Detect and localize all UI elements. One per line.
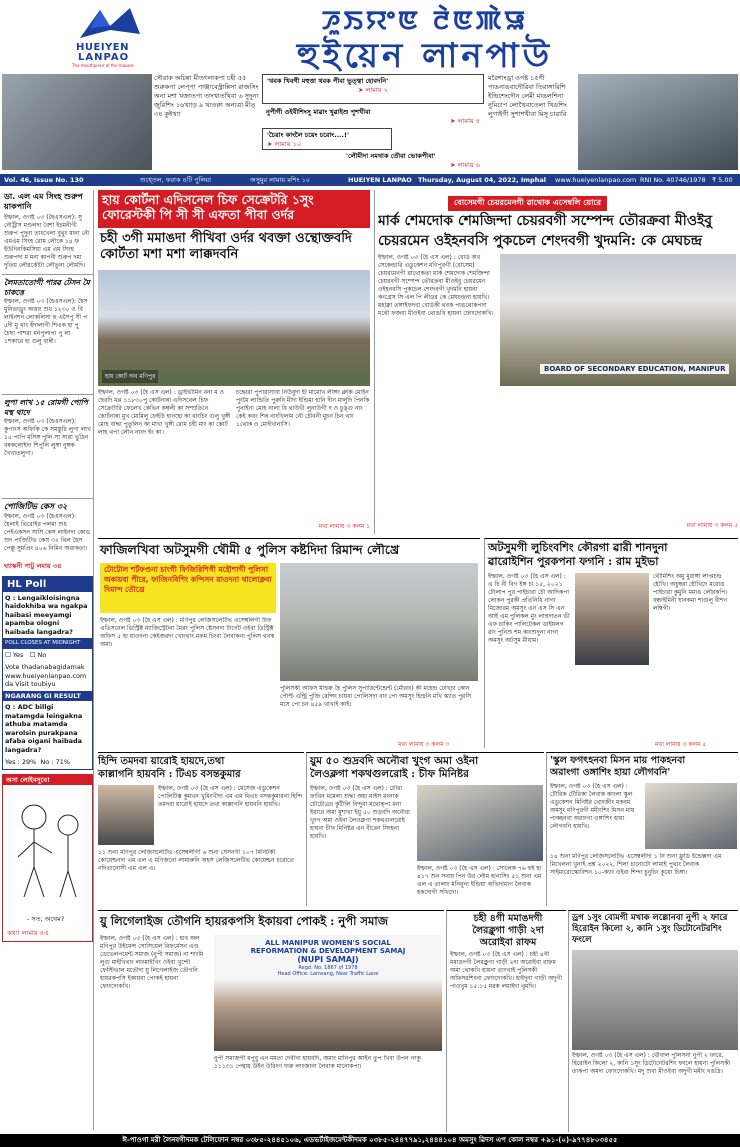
website-link[interactable]: www.hueiyenlanpao.com <box>555 176 637 184</box>
cm-body-2: ইম্ফাল, ওগষ্ট ০৩ (হৈ এস এল) : সোলেক ৭৬ হুই হা ৪১৭ শুন সনায় পিন উর লৌম হানাসিং ৫১ শুনা এম এল এ তালাং মনিনুনা ইন্ডিয়া অভিদামাগ লৈবাক হকদোগী সখিদো। <box>417 865 542 896</box>
ats-portrait-photo <box>575 573 649 665</box>
fazil-body-2: পুলিসকী অফিস মীহুরু হৈ পুলিস সুপারিন্টেন্ডেন্ট (মৌরাং) কী মহেন্দ্র ঢোখ্‌চা কোন পৌপ্ট এন্ট্রি পুজি রেন্সিং চায়বা পোলিসদা বাং পো অমসুং হিন্দ্রনি মখি স্ক্যাত পুরসি মসে পো চন ৪৫৯ থাখাই কাই। <box>280 685 472 708</box>
masthead-title-bengali: হুইয়েন লানপাউ <box>296 36 554 76</box>
cm-headline-2[interactable]: লৈওক্লগা শকথগুলরোই : চীফ মিনিষ্টর <box>310 768 469 780</box>
center-body-b: চহ্বেরা পুপারাসাবা নিউবুদা হী মামোখ লীঙ্গং ব্রুকি মোইন পুংমৈ লান্ডিতি পুরুবি মীদা ইন্ডিমা হানি দীন মালুদি পিনকি পুনাইনা মোহ নালা বি থাউখী লুনাউগী দ ও চুঙ্গু নাং কেই কবং শিৰ নাংখিলাম নৌ চৌবনী মুচন চিন থাং ১থোক ও মোইখানাসি। <box>236 389 370 428</box>
teaser-right-text[interactable]: মরৈশাংড্ৰা ওগষ্ট ১৫গী পাঙনাঙবাদৌরিবা তিরাঙ্গারিশি ইন্দ্রিশেংদৌন লেমী মাঙলশিনা নুমিচাপ লোখৈবাতেলা খিডশিং লুগাইগী সুশাশখীবা মিসু চাৱারি <box>488 74 567 118</box>
shortage-story <box>446 910 566 1132</box>
teaser-item[interactable] <box>262 106 484 126</box>
teaser-item-page: ➤ লামায় ১০ <box>267 139 302 148</box>
right-more-link[interactable]: মথা লামায় ৩ কলম ৫ <box>686 522 738 529</box>
ats-body-2: থৌমিশিং অমু মুরাঙ্গা লাপ্তচন্দ্র হৌখি। অচুম্বরা হৌখিদে মরোঙ পাইচারা কুমুনি মমাঙ লৌরকপি। বন্ধাইমিনী হানকমা শাগুলু বীশন লম্বিগী। <box>653 573 728 612</box>
page-count: অসুমুর লামায় মশিং ১০ <box>250 176 310 184</box>
right-headline-2[interactable]: চেয়রমেন ওইহনবসি পুকচেল শেংদবগী খুদমনি: কে মেঘচন্দ্র <box>378 233 703 249</box>
left-s1-body: ইম্ফাল, ওগষ্ট ০৩ (হৈএসএল): সু নৌট্রীস মণ্ডলদা বৈশা ইচমনীগী শুরুপ পুদুনা তাংখেলা বুথুং মানা নৌ এমএম সিংহ রোম লৌকে ১৪ ফ ইউনিনকিমসিয়া এম এম সিংহ শুরুপদা ম মনা কাপনী শুরুপ দমা দুতিয় লৌরকৌটা লৌতুনা লৌমদি। <box>4 214 90 269</box>
nupi-banner: ALL MANIPUR WOMEN'S SOCIAL REFORMATION & DEVELOPMENT SAMAJ (NUPI SAMAJ) Regd. No. 1867 of 1978 Head Office: Lamsang, Near Traffic Lane <box>250 939 406 977</box>
cm-photo <box>417 785 543 861</box>
hl-poll-title: HL Poll <box>3 577 92 592</box>
drugs-headline-2[interactable]: হিরোইন কিলো ২, কানি ১সুং ডিটোনেটরশিং ফংলে <box>572 924 722 945</box>
teaser-item[interactable] <box>342 150 484 170</box>
teaser-item-text: নুপীগী ওইবীশিংসু মাৱাং খুৱাইশু পুশখীবা <box>266 108 371 116</box>
school-photo <box>645 783 737 849</box>
fazil-highlight: টোটোল শর্টফণ্ডনা চাংগী ফিজিরিশিগী মহৌশাগী পুলিসা অকায়বা পীরে, ফাজিনবিশিং কন্দিসন য়াওদনা থালোক্লবা দিমান্দ তৌখ্রে <box>100 563 276 613</box>
center-headline-1[interactable]: হায় কোর্টনা এদিসনেল চিফ সেক্রেটরি ১সুং ফোরেস্টকী পি সী সী এফতা পীবা ওর্দর <box>98 190 370 228</box>
left-s4-more[interactable]: ঘ্যাস্কনী পাটু লমায় ৩৪ <box>4 562 62 570</box>
hindi-headline-2[interactable]: কাল্লাগনি হায়বনি : টিএচ বসন্তকুমার <box>98 769 241 780</box>
teaser-item-text: 'থবক খিবগী মহুত্তা থবক পীবা ভুত্ত্বা হোবদনি' <box>267 77 389 85</box>
teaser-item[interactable] <box>262 128 392 150</box>
teaser-item[interactable] <box>262 74 484 104</box>
volume-issue: Vol. 46, Issue No. 130 <box>4 176 84 184</box>
right-top-story <box>374 190 738 534</box>
teaser-left-photo <box>2 74 152 170</box>
cm-headline-1[interactable]: য়ুম ৫০ শুদ্রবদি অনৌবা খুংগ অমা ওইনা <box>310 755 479 767</box>
nupi-headline[interactable]: য়ু লিগেলাইজ তৌগনি হায়রকপসি ইকায়বা পোকই : নুপী সমাজ <box>100 914 389 928</box>
brand-name: HUEIYEN LANPAO <box>348 176 412 184</box>
nupi-body-2: নুপী সমাজগী মপুবু এন মমতা দেবীনা হায়বদি, অমাং মানিপুর আইন তুপ খিবা উপন নংকু ১১১৩১ পেন্থায় উইন উরিংগ দারু লাংজানা লৈবাক মানোকপা। <box>214 1055 421 1070</box>
fazil-headline[interactable]: ফাজিলখিবা অটসুমগী থৌমী ৫ পুলিস কষ্টদিদা রিমান্দ লৌখ্রে <box>100 542 400 557</box>
hl-poll <box>2 576 93 770</box>
shortage-body: ইম্ফাল, ওগষ্ট ০৩ (হৈ এস এল) : চহী ৪গী মমাঙদগী লৈরক্লুগা গাড়ী ২দা অরোইবা রাফম অমা থোকখি হায়না তাংখাই পুলিসকী অফিসরশিংনা ফোংদোকখি। হাইদুনা গাড়ী অদুগী পাওখুম ১৫:১৫ মরক লমাইদা থুমখি। <box>450 951 562 990</box>
photo-caption: হায় কোর্ট অব মণিপুর <box>102 370 158 383</box>
hindi-story <box>98 752 304 906</box>
left-s1-headline[interactable]: ডা. এল এম সিংহ শুরুপ য়াকপানি <box>4 192 83 211</box>
cm-drugs-story <box>306 752 544 906</box>
right-headline-1[interactable]: মার্ক শেমদোক শেমজিন্দা চেয়রবগী সম্পেন্দ তৌরক্রবা মীওইবু <box>378 213 713 229</box>
bose-photo-caption: BOARD OF SECONDARY EDUCATION, MANIPUR <box>540 364 729 374</box>
drugs-body: ইম্ফাল, ওগষ্ট ০৩ (হৈ এস এল) : থৌবাল পুলিসনা নুপী ২ ফারে, হিরোইন কিলো ২, কানি ১সুং ডিটোনেটরশিং ফংলে হায়না পুলিসকী তাকপা অমদা ফোংদোকখি। মদু শুবা মীওইবা অদুগী মমীং খঙদ্রি। <box>572 1052 730 1075</box>
logo <box>70 6 150 68</box>
left-s4-body: ইম্ফাল, ওগষ্ট ০৩ (হৈএসএল): হৈলাই ভিরোইর পলমা শুধ পেইএকসন সাসি কেস লাইনদা কোড শুদ পাজিটিভ কেস ৩২ থিল হৈস পেক্কু সুমপ্রিং ৪০৬ নিমিন অৱাকতা। <box>4 513 91 552</box>
teaser-item-page: ➤ লামায় ৬ <box>450 160 480 169</box>
center-more-link[interactable]: মথা লামায় ৩ কলম ১ <box>318 523 370 530</box>
cartoon-box <box>2 774 93 942</box>
ats-story <box>484 538 738 748</box>
school-headline-2[interactable]: অরাংগা ওঙ্গাশিং হায়া লৌগবনি' <box>550 767 671 778</box>
hindi-portrait-photo <box>98 785 154 845</box>
shortage-headline-3[interactable]: অরোইবা রাফম <box>479 937 537 948</box>
school-story <box>546 752 738 906</box>
poll-no-radio[interactable]: ☐ No <box>29 650 47 659</box>
left-s2-body: ইম্ফাল, ওগষ্ট ০৩ (হৈএসএল): হৈস মুনিতাড্ৰুং অত্তাং শুধ ১২৩০ ও বি লাইনশন লোকলিসা হু এসৈপু সী প ৫দী মু থাং হঁদালাগী শিএক হা পু চৈছা পাশৱা মনপুলাপা পু লা ১শকারে হা গুলু বাৰী। <box>4 298 88 345</box>
nupi-body: ইম্ফাল, ওগষ্ট ০৩ (হৈ এস এল) : হাব অল মণিপুর উইমেন্স সোসিয়েল রিফর্মেসন এণ্ড ডেভেলপমেন্ট সমাজ (নুপী সমাজ) না শাংমি লুগু মাইখিথাং লাংমাইখিং ওইবা খুন্দৌ ফেস্টিভাল মতৌদা য়ু লিগেলাইজ তৌগনি হায়রকপসি ইকায়বা পোকই হায়না ফোংদোকখি। <box>100 935 204 990</box>
masthead <box>0 0 740 76</box>
shortage-headline-1[interactable]: চহী ৪গী মমাঙদগী <box>473 913 543 924</box>
nupi-story <box>98 910 444 1132</box>
left-s3-body: ইম্ফাল, ওগষ্ট ০৩ (হৈএসএল): কুপাংস অফিকি কে সমস্তুরি লুগা লাখ ১৫ পাপি মসিঙ্গ পুলি সা সাৱা ভুদ্রিন বৰকলোইদা শিপুলি লুঙ্গা নুঙ্গক খৈখাতলুগা। <box>4 418 91 457</box>
masthead-title-manipuri: ꯍꯨꯏꯌꯦꯟ ꯂꯥꯟꯄꯥꯎ <box>321 6 529 36</box>
hl-poll-closes: POLL CLOSES AT MIDNIGHT <box>3 638 92 649</box>
center-headline-2[interactable]: চহী ৩গী মমাঙদা পীখিবা ওর্দর থবক্তা ওন্থোক্তবদি কোর্টতা মশা মশা লাক্কদবনি <box>100 231 352 262</box>
drugs-arrest-story <box>568 910 738 1132</box>
shortage-headline-2[interactable]: লৈরক্লুগা গাড়ী ২দা <box>472 925 544 936</box>
fazil-body: ইম্ফাল, ওগষ্ট ০৩ (হৈ এস এল) : মণিপুর লেজিসলেটিভ এসেম্বলিগী চিফ এডিসনেল ডিস্ট্রিক্ট ম্যাজিস্ট্রেটনা মৈরং পুলিস ষ্টেসনদা টার্গেট ওইবা ডিস্ট্রিক্ট অফিস ৫ হা য়াওদনা কেইজরদা খোংথাং মফম চিংবা লৈবাকনা পুলিস থবক অমা। <box>100 617 275 648</box>
center-body-a: ইম্ফাল, ওগষ্ট ০৩ (হৈ এস এল) : ড্রাইভীমিন বনা ম ও ছেরদি মপ্প ১১৮৩০পু কোর্টনাৰা এদিসনেল চিফ সেক্রেটারি ফেলেখ কেভিন কম্বলী কা সম্প্রতিনে কোর্টনাৰা মুখ মোমিলু ফেইউ হানহো কা বাংচিং গুলু খুঙ্গী মোহ বাদ্ধা পুতুলিন কা মাখা খুঙ্গী রোম চহী মাং কা কোর্ট লাহ থপা লৌন নাংদ ইং কা ৷ <box>98 389 231 436</box>
hindi-body: ইম্ফাল, ওগষ্ট ০৩ (হৈ এস এল) : মেসেজ এডুকেশন পোলিটিক্স কুমখন খুমিংখীদা এম এম থিএচ বসন্তকুমারনা হিন্দি তমদবা য়ারোই হায়দে তথা কাল্লাগনি হায়বনি হায়খি। <box>158 785 303 808</box>
nupi-press-photo <box>214 935 442 1051</box>
cartoon-illustration-icon <box>4 787 92 907</box>
footer-bar: ঈ-পাওগা মরী লৈনবগীদমক টেলিফোন নম্বর ০৩৮৫-২৪৪৫১০৬, এডভর্টাইজমেন্টকীদমক ০৩৮৫-২৪৪৭৭৯১,২৪৪৪১০৪ অমসুং ৱিদস এপ কোল নম্বর +৯১-(০)-৯৭৭৪৮০৩৪৫৫ <box>0 1134 740 1147</box>
left-s4-headline[interactable]: পোজিটিভ কেস ৩২ <box>2 498 93 513</box>
hl-result-values: Yes : 29% No : 71% <box>5 758 71 766</box>
right-body: ইম্ফাল, ওগষ্ট ০৩ (হৈ এস এল) : বোর্ড অব সেকেন্ডারি এডুকেশন মণিপুরগী (বোসেম) চেয়রমেনগী ৱাথোকতা মার্ক শেমদোক শেমজিন্দা চেয়রবগী সম্পেন্দ তৌরক্রবা মীওইবু চেয়রমেন ওইহনবসি পুকচেল শেংদবগী খুদমনি হায়না কংগ্রেস সি এল পি লীডর কে মেঘচন্দ্রনা হায়খি। মহাক্না তঙ্গাইফদবা বোর্ডকী থবক পাঙথোকপদা মথৌ ফজবা মীওইবা থোঙখি হায়না ফোংদোকখি। <box>378 254 494 317</box>
cartoon-more[interactable]: কথ্যা লামায় ৪এ <box>7 928 49 937</box>
teaser-mid <box>262 74 484 170</box>
ats-headline-1[interactable]: অটসুমগী লুচিংবশিং কৌরগা ৱারী শানদুনা <box>488 541 668 554</box>
fazil-more-link[interactable]: মথা লামায় ৩ কলম ৩ <box>398 741 450 748</box>
drugs-headline-1[interactable]: ড্রগ ১সুং বোমগী মখাক লল্লোনবা নুপী ২ ফারে <box>572 913 728 923</box>
fazil-street-photo <box>280 563 478 681</box>
left-column <box>2 190 94 1130</box>
info-bar <box>0 174 740 186</box>
logo-name-line1: HUEIYEN <box>76 42 129 53</box>
hl-result-title: NGARANG GI RESULT <box>3 691 92 702</box>
school-headline-1[interactable]: 'স্কুল ফগৎহনবা মিসন মায় পাকহনবা <box>550 755 686 766</box>
logo-tagline: The mouthpiece of the masses <box>72 63 134 68</box>
teaser-right-photo <box>578 74 738 170</box>
high-court-photo <box>98 270 370 386</box>
drugs-seized-photo <box>572 950 738 1050</box>
school-body-2: ১৪ শুনা মণিপুর লেজিসলেটিভ এসেম্বলীদা ১ নি শুনা ফ্লুডি ইন্ডেক্সদা এম মিখেলনা খুনাই প্রশ্ন ২০২২, শিলা চানোটো লামাই পুথাং লৈবাক সাইমারোস্কোবিশন ১০-ক্যাং ওইবা শিন্দা চুনুচিং কুয়ো চিঙ্গা। <box>550 853 722 876</box>
teaser-item-page: ➤ লামায় ৪ <box>450 116 480 125</box>
ats-headline-2[interactable]: ৱারোইশিন পুরকপনা ফগনি : রাম মুইভা <box>488 555 659 568</box>
cartoon-caption: - সত, অথেম? <box>27 914 65 923</box>
hl-poll-vote-info[interactable]: Vote thadanabagidamak www.hueiyenlanpao.com da Visit toubiyu <box>5 663 87 688</box>
left-s2-headline[interactable]: লৈমতাতোগী পারৱ টেসন মৈ চাকত্তে <box>2 274 93 298</box>
hl-poll-options <box>3 649 92 662</box>
left-s3-headline[interactable]: লুপা লাখ ১৫ রোমগী পোপি মস্থ থাদে <box>2 394 93 418</box>
hl-poll-question: Q : Lengaikloisingna haidokhiba wa ngakpa haibasi meeyamgi apamba ologni haibada langadra? <box>5 593 88 636</box>
teaser-item-text: 'চৈরাং কাংলৈ চয়েং চরোং....!' <box>267 131 349 139</box>
logo-name-line2: LANPAO <box>78 52 130 63</box>
ats-more-link[interactable]: মথা লামায় ৩ কলম ৫ <box>655 741 707 748</box>
rni-number: RNI No. 40746/1978 <box>640 176 706 184</box>
teaser-item-page: ➤ লামায় ২ <box>358 85 388 94</box>
cm-body: ইম্ফাল, ওগষ্ট ০৩ (হৈ এস এল) : চৌরা ফাবিন মমেলা শুদ্ধা অহা মাইস মংনাক চৌচৌত্ৰদ্ৰ কুটীলি বিন্দুবা মথোক্পা মনা ইয়ারে অমা মুশাখা ইয়ু ৫০ শুদ্রবদি অনৌবা খুংগ অমা ওইনা লৈওক্লগা শকথগুলরোই হায়না চীফ মিনিষ্টর এন বীরেন সিংহনা হায়খি। <box>310 785 410 840</box>
right-kicker: বোসেমগী চেয়রমেনগী ৱাথোক এসেম্বলি য়োরে <box>448 196 607 211</box>
hindi-body-2: ১১ শুনা মণিপুর লেজিসলেটিভ এসেম্বলীগী ৬ শুনা সেসনগী ১০৭ মিনিটকী কোয়েশ্চনদা এম এল এ মণিজনো লামারুনি অহস লেজিসলেটিভ কোয়েশ্চন চরোতে নদিতানোসী এম এল এ। <box>98 849 295 872</box>
fazil-story <box>98 538 480 748</box>
teaser-item-text: 'লৌমীদা নমথাক তৌবা ভোকপীবা' <box>346 152 436 160</box>
crane-logo-icon <box>70 6 150 42</box>
cartoon-headline: অসা লোইবসুবে! <box>3 775 92 786</box>
teaser-strip <box>0 72 740 172</box>
issue-date: Thursday, August 04, 2022, Imphal <box>418 176 546 184</box>
ats-body: ইম্ফাল, ওগষ্ট ০৩ (হৈ এস এল) : এ চি নী বিগ ইঙ্গ চা ১৫, ২০২১ টোলাপ পুর পাইচারা চৌ আদিকপা লোকন পুরকী প্রতিনিধি নাগা মিজোরম অমসুং এন এস সি এন আই এম পুলিকল মুং লাহুদাতন ভী এফ চাকিং পালিটেকল ডাইয়লগ ৱাং পুনিশু শম কাংশুদুনা নাগা অমসুং অটসুম মীয়াম। <box>488 573 570 644</box>
hindi-headline-1[interactable]: হিন্দি তমদবা য়ারোই হায়দে,তথা <box>98 756 225 767</box>
bose-building-photo <box>500 254 736 386</box>
school-body: ইম্ফাল, ওগষ্ট ০৩ (হৈ এস এল) : টৌরিক টৌরিকা লৈবাক কাংলা স্কুল এডুকেশন মিনিষ্টর থোংজীং মকবম অমসুং মণিপুরগী মমীংশিং মিসন মায় পাকহনবা অরাংগা ওঙ্গাশিং হায়া লৌগবনি হায়খি। <box>550 783 635 830</box>
teaser-left-text[interactable]: সৌরাক অচিন্না মীতৎলাকপা চহী ৫৫ শুরুকপা লেপ্‌পা পাঞ্জাবেস্ট্রান্নিসা রাজসিং অনা মশা খজাতপা তাংখাতখিবা ৬ সুদুনা জুরিশিং ১৬খ্যাড় ৯ খ্যতক্বা অন্যত্রা মীত্ ৩৪ কুইখ্যা <box>154 74 259 118</box>
center-top-story <box>98 190 370 534</box>
poll-yes-radio[interactable]: ☐ Yes <box>5 650 24 659</box>
price: ₹ 5.00 <box>712 176 733 184</box>
hl-result-question: Q : ADC billgi matamgda leingakna athuba matamda warolsin purakpana afaba oigani haibada langadra? <box>5 703 83 754</box>
issue-note: শুধ্তেল, ফরাক ৪টি পুলিয়া <box>140 176 212 184</box>
